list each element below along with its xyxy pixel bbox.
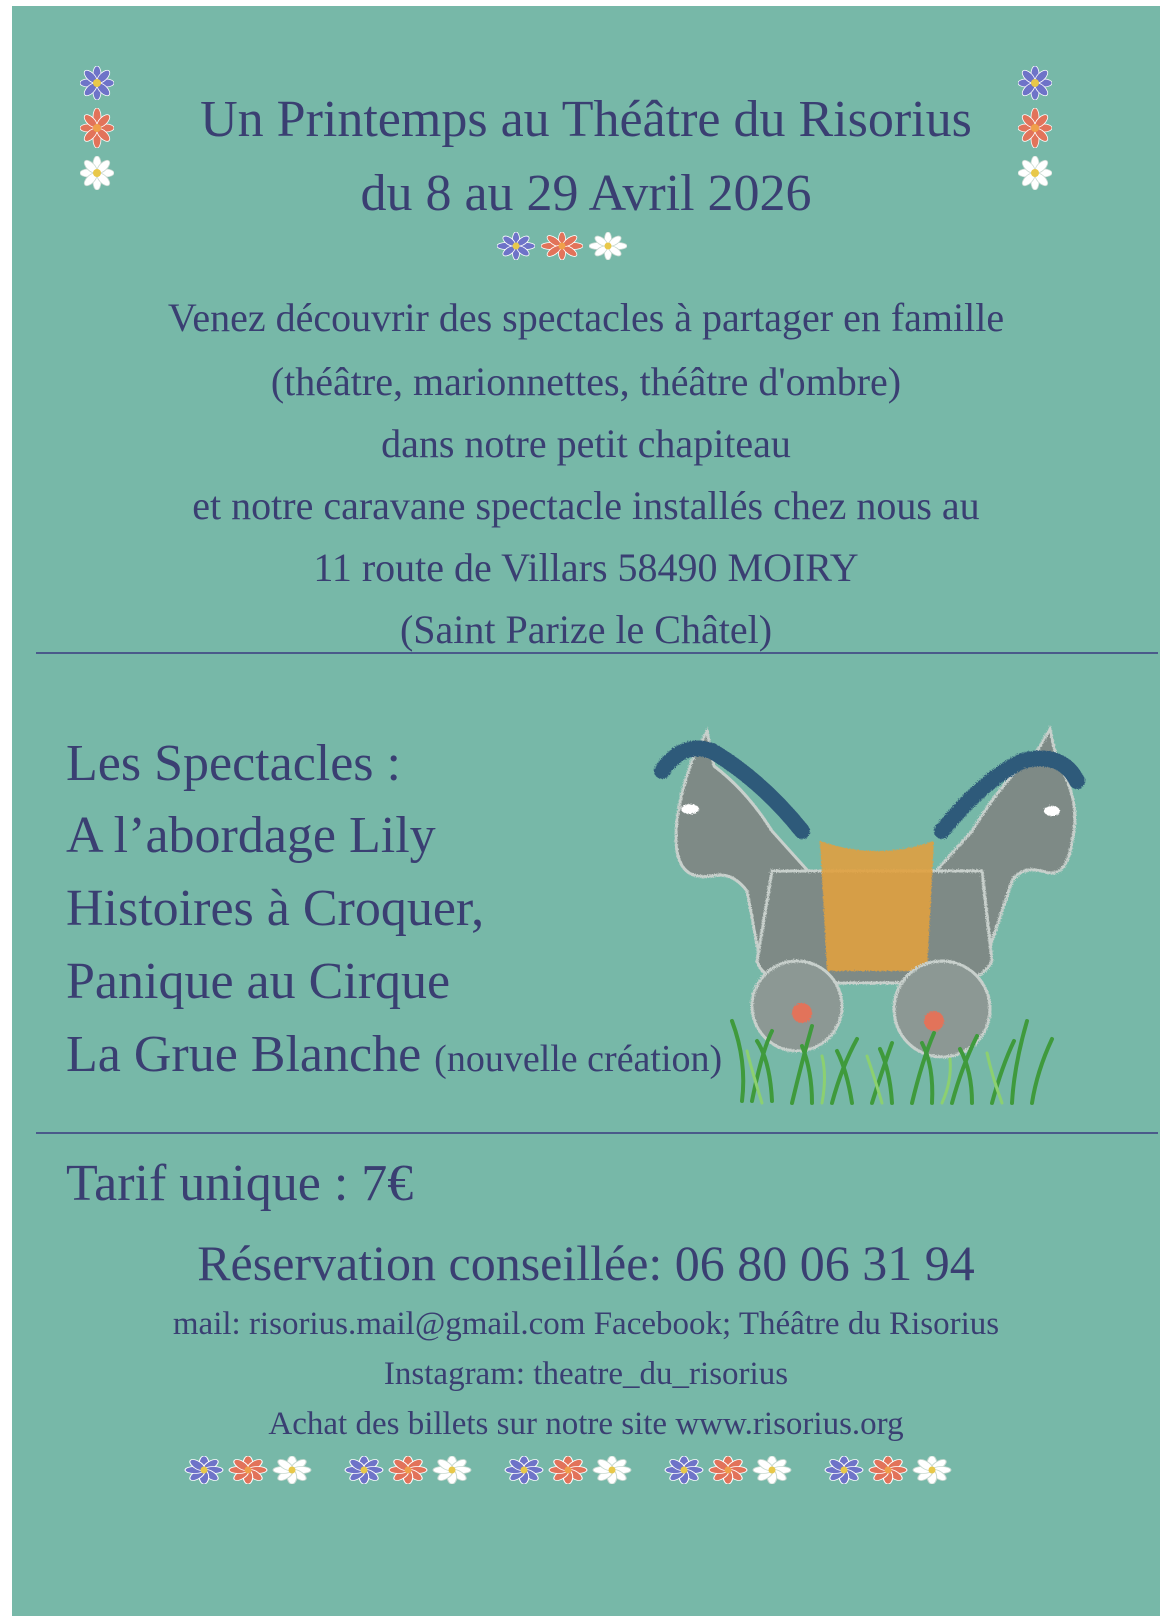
intro-line: (théâtre, marionnettes, théâtre d'ombre) — [270, 359, 902, 404]
white-flower-icon — [589, 232, 627, 260]
red-flower-icon — [80, 108, 120, 148]
flower-group — [824, 1456, 952, 1488]
divider — [36, 1132, 1158, 1134]
show-item: Histoires à Croquer, — [66, 880, 485, 937]
intro-line: Venez découvrir des spectacles à partager en famille — [167, 295, 1005, 340]
flower-row-title — [497, 232, 627, 260]
reservation-label: Réservation conseillée: 06 80 06 31 94 — [197, 1235, 975, 1291]
show-item-last — [66, 1025, 722, 1084]
divider — [36, 652, 1158, 654]
white-flower-icon — [912, 1456, 952, 1488]
white-flower-icon — [432, 1456, 472, 1488]
intro-line: dans notre petit chapiteau — [381, 421, 791, 466]
blue-flower-icon — [344, 1456, 384, 1488]
red-flower-icon — [868, 1456, 908, 1488]
white-flower-icon — [80, 156, 120, 190]
red-flower-icon — [548, 1456, 588, 1488]
white-flower-icon — [592, 1456, 632, 1488]
blue-flower-icon — [80, 66, 120, 100]
poster-dates: du 8 au 29 Avril 2026 — [360, 165, 812, 222]
red-flower-icon — [541, 232, 583, 260]
poster-title: Un Printemps au Théâtre du Risorius — [200, 91, 972, 148]
flower-group — [184, 1456, 312, 1488]
flower-group — [664, 1456, 792, 1488]
blue-flower-icon — [504, 1456, 544, 1488]
contact-tickets: Achat des billets sur notre site www.risorius.org — [268, 1406, 904, 1442]
show-item: A l’abordage Lily — [66, 807, 436, 864]
show-item: Panique au Cirque — [66, 953, 451, 1010]
blue-flower-icon — [184, 1456, 224, 1488]
flower-column-left — [80, 66, 120, 190]
white-flower-icon — [752, 1456, 792, 1488]
red-flower-icon — [1018, 108, 1058, 148]
flower-group — [504, 1456, 632, 1488]
intro-line: et notre caravane spectacle installés chez nous au — [192, 483, 980, 528]
white-flower-icon — [272, 1456, 312, 1488]
intro-location: (Saint Parize le Châtel) — [399, 607, 773, 652]
red-flower-icon — [388, 1456, 428, 1488]
tarif-label: Tarif unique : 7€ — [66, 1155, 414, 1212]
contact-instagram: Instagram: theatre_du_risorius — [383, 1356, 789, 1392]
wooden-horse-illustration — [652, 721, 1112, 1141]
show-item: La Grue Blanche — [66, 1026, 422, 1083]
show-note: (nouvelle création) — [434, 1038, 723, 1080]
flower-group — [344, 1456, 472, 1488]
shows-heading: Les Spectacles : — [66, 735, 401, 792]
intro-address: 11 route de Villars 58490 MOIRY — [313, 545, 859, 590]
poster — [12, 6, 1160, 1616]
red-flower-icon — [708, 1456, 748, 1488]
blue-flower-icon — [824, 1456, 864, 1488]
blue-flower-icon — [1018, 66, 1058, 100]
contact-mail-facebook: mail: risorius.mail@gmail.com Facebook; Théâtre du Risorius — [172, 1306, 1000, 1342]
red-flower-icon — [228, 1456, 268, 1488]
flower-column-right — [1018, 66, 1058, 190]
blue-flower-icon — [664, 1456, 704, 1488]
white-flower-icon — [1018, 156, 1058, 190]
blue-flower-icon — [497, 232, 535, 260]
flower-row-bottom — [184, 1456, 970, 1488]
